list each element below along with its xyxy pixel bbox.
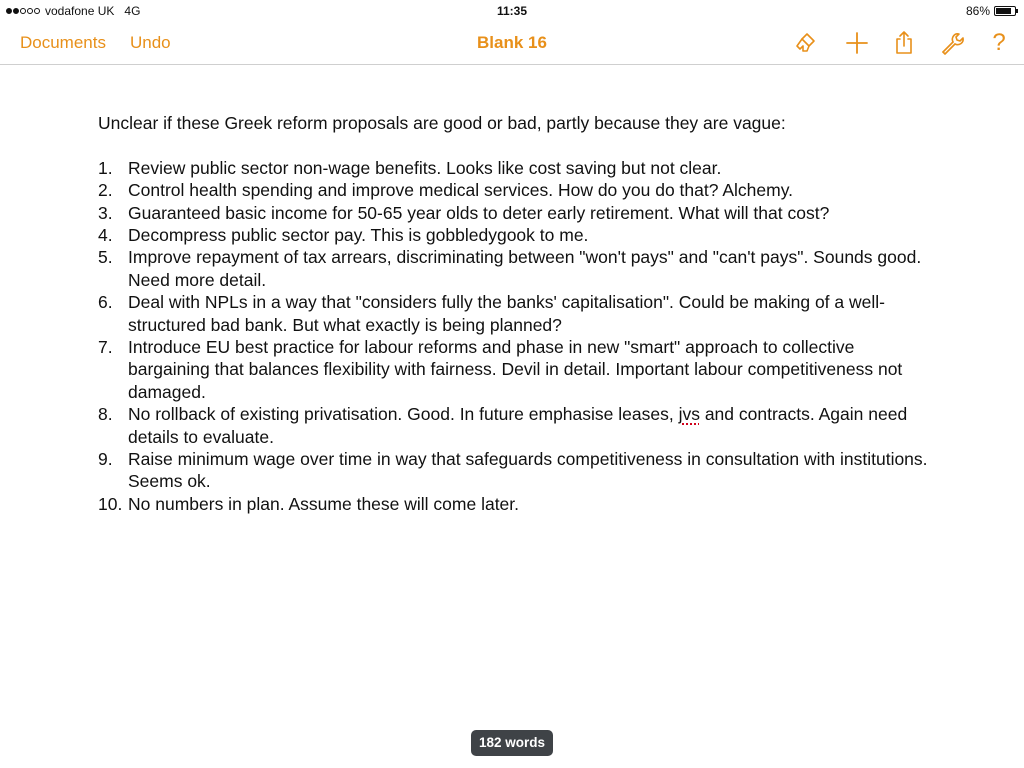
format-brush-icon[interactable] bbox=[793, 30, 819, 56]
list-item bbox=[98, 246, 938, 291]
undo-button[interactable]: Undo bbox=[130, 33, 171, 52]
list-number: 5. bbox=[98, 247, 113, 268]
list-item-text: Deal with NPLs in a way that "considers fully the banks' capitalisation". Could be making of a well-structured bad bank. But what exactly is being planned? bbox=[128, 292, 885, 335]
list-item-text: Raise minimum wage over time in way that safeguards competitiveness in consultation with institutions. Seems ok. bbox=[128, 449, 928, 492]
list-item bbox=[98, 493, 938, 515]
list-number: 2. bbox=[98, 180, 113, 201]
list-item-text: Guaranteed basic income for 50-65 year olds to deter early retirement. What will that cost? bbox=[128, 202, 830, 223]
wrench-icon[interactable] bbox=[939, 30, 965, 56]
list-number: 6. bbox=[98, 292, 113, 313]
battery-percent: 86% bbox=[965, 4, 990, 18]
status-bar bbox=[0, 0, 1024, 22]
list-item-text: Decompress public sector pay. This is gobbledygook to me. bbox=[128, 225, 589, 246]
list-item-text: No numbers in plan. Assume these will come later. bbox=[128, 493, 520, 514]
plus-icon[interactable] bbox=[844, 30, 870, 56]
share-icon[interactable] bbox=[891, 30, 917, 56]
list-number: 3. bbox=[98, 202, 113, 223]
list-item-text: Control health spending and improve medical services. How do you do that? Alchemy. bbox=[128, 180, 794, 201]
document-body[interactable] bbox=[98, 112, 938, 515]
list-item-text: Review public sector non-wage benefits. Looks like cost saving but not clear. bbox=[128, 157, 722, 178]
list-number: 4. bbox=[98, 225, 113, 246]
list-item-text: No rollback of existing privatisation. Good. In future emphasise leases, bbox=[128, 404, 679, 425]
list-item bbox=[98, 224, 938, 246]
word-count-badge[interactable]: 182 words bbox=[471, 730, 553, 756]
status-right bbox=[966, 4, 1016, 18]
list-item-text: Improve repayment of tax arrears, discriminating between "won't pays" and "can't pays". Sounds good. Need more detail. bbox=[128, 247, 922, 290]
document-title: Blank 16 bbox=[477, 33, 547, 52]
network-type: 4G bbox=[124, 4, 141, 18]
list-item bbox=[98, 336, 938, 403]
list-number: 1. bbox=[98, 157, 113, 178]
misspelled-word[interactable]: jvs bbox=[678, 404, 700, 425]
list-item bbox=[98, 403, 938, 448]
list-number: 9. bbox=[98, 449, 113, 470]
documents-button[interactable]: Documents bbox=[20, 33, 106, 52]
help-icon[interactable]: ? bbox=[992, 29, 1006, 56]
list-item bbox=[98, 448, 938, 493]
list-item bbox=[98, 157, 938, 179]
nav-bar bbox=[0, 22, 1024, 65]
list-item bbox=[98, 202, 938, 224]
list-item bbox=[98, 179, 938, 201]
list-number: 10. bbox=[98, 493, 123, 514]
intro-paragraph: Unclear if these Greek reform proposals are good or bad, partly because they are vague: bbox=[98, 113, 786, 133]
list-number: 8. bbox=[98, 404, 113, 425]
status-time: 11:35 bbox=[496, 4, 528, 18]
list-number: 7. bbox=[98, 337, 113, 358]
list-item-text: Introduce EU best practice for labour reforms and phase in new "smart" approach to collective bargaining that balances flexibility with fairness. Devil in detail. Important labour competitiveness not damaged. bbox=[128, 337, 903, 402]
carrier-name: vodafone UK bbox=[45, 4, 115, 18]
list-item bbox=[98, 291, 938, 336]
list-item-text: and contracts. Again need details to evaluate. bbox=[128, 404, 908, 447]
reform-list bbox=[98, 157, 938, 516]
battery-icon bbox=[994, 6, 1016, 16]
